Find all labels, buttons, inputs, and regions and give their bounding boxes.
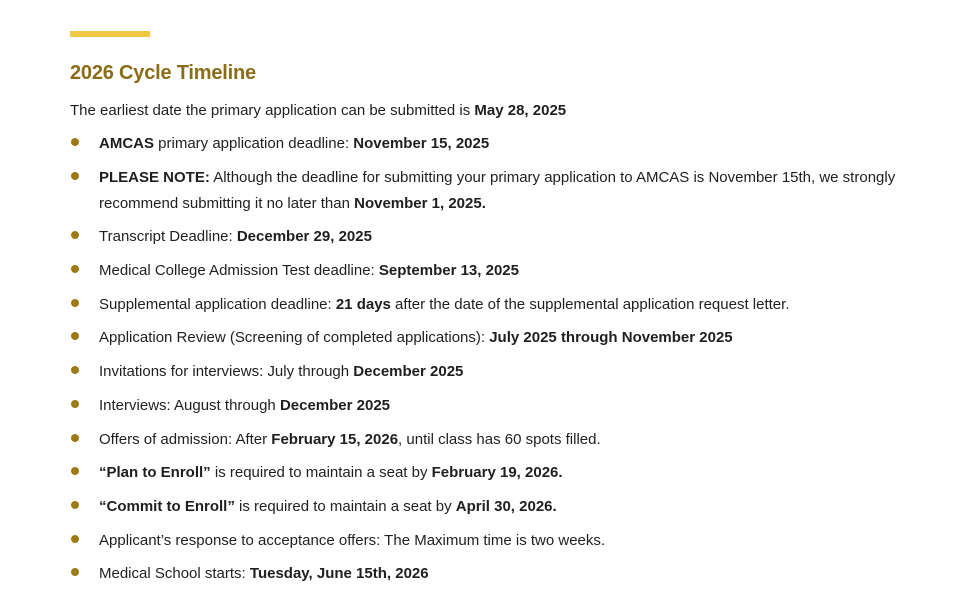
item-bold: December 2025 xyxy=(279,396,391,414)
item-bold: December 29, 2025 xyxy=(236,228,372,246)
timeline-item xyxy=(70,528,900,554)
bullet-icon xyxy=(71,467,79,475)
item-text: Supplemental application deadline: xyxy=(99,295,336,313)
item-text: primary application deadline: xyxy=(154,135,354,152)
item-text: is required to maintain a seat by xyxy=(234,497,456,515)
timeline-item xyxy=(70,165,900,217)
item-bold: “Commit to Enroll” xyxy=(99,497,235,515)
intro-paragraph xyxy=(70,100,900,122)
item-text: Medical School starts: xyxy=(99,565,250,583)
item-bold: November 15, 2025 xyxy=(353,135,490,152)
item-bold: December 2025 xyxy=(353,363,464,381)
item-bold: February 15, 2026 xyxy=(271,430,399,448)
item-text: Invitations for interviews: July through xyxy=(99,363,354,381)
bullet-icon xyxy=(71,366,79,374)
timeline-item xyxy=(70,258,900,284)
item-bold: February 19, 2026. xyxy=(431,464,563,482)
item-bold: PLEASE NOTE: xyxy=(99,168,210,186)
bullet-icon xyxy=(71,172,79,180)
timeline-item xyxy=(70,494,900,520)
item-text: after the date of the supplemental application request letter. xyxy=(390,295,790,313)
item-bold: Tuesday, June 15th, 2026 xyxy=(249,565,429,583)
bullet-icon xyxy=(71,568,79,576)
timeline-list xyxy=(70,131,900,587)
timeline-item xyxy=(70,359,900,385)
timeline-section xyxy=(70,31,900,595)
item-text: Application Review (Screening of completed applications): xyxy=(99,329,490,347)
item-bold: 21 days xyxy=(335,295,391,313)
item-text: Interviews: August through xyxy=(99,396,280,414)
bullet-icon xyxy=(71,434,79,442)
timeline-item xyxy=(70,561,900,587)
bullet-icon xyxy=(71,535,79,543)
bullet-icon xyxy=(71,138,79,146)
item-text: Transcript Deadline: xyxy=(99,228,237,246)
item-text: is required to maintain a seat by xyxy=(210,464,432,482)
timeline-item xyxy=(70,224,900,250)
bullet-icon xyxy=(71,501,79,509)
item-text: , until class has 60 spots filled. xyxy=(398,430,601,448)
bullet-icon xyxy=(71,265,79,273)
intro-date: May 28, 2025 xyxy=(474,102,567,119)
bullet-icon xyxy=(71,299,79,307)
timeline-item xyxy=(70,427,900,453)
item-bold: November 1, 2025. xyxy=(354,194,486,212)
item-text: Although the deadline for submitting your primary application to AMCAS is November 15th, we strongly recommend submitting it no later than xyxy=(99,168,896,212)
item-text: Applicant’s response to acceptance offers: The Maximum time is two weeks. xyxy=(99,531,606,549)
item-bold: AMCAS xyxy=(99,135,154,152)
item-text: Medical College Admission Test deadline: xyxy=(99,262,379,280)
item-bold: September 13, 2025 xyxy=(378,262,519,280)
bullet-icon xyxy=(71,332,79,340)
timeline-item xyxy=(70,325,900,351)
timeline-item xyxy=(70,460,900,486)
item-bold: “Plan to Enroll” xyxy=(99,464,211,482)
bullet-icon xyxy=(71,400,79,408)
timeline-item xyxy=(70,292,900,318)
item-bold: April 30, 2026. xyxy=(455,497,557,515)
bullet-icon xyxy=(71,231,79,239)
item-bold: July 2025 through November 2025 xyxy=(489,329,733,347)
timeline-item xyxy=(70,393,900,419)
timeline-item xyxy=(70,131,900,157)
section-title: 2026 Cycle Timeline xyxy=(70,62,256,84)
accent-bar xyxy=(70,31,150,37)
intro-text: The earliest date the primary application can be submitted is xyxy=(70,102,475,119)
item-text: Offers of admission: After xyxy=(99,430,272,448)
